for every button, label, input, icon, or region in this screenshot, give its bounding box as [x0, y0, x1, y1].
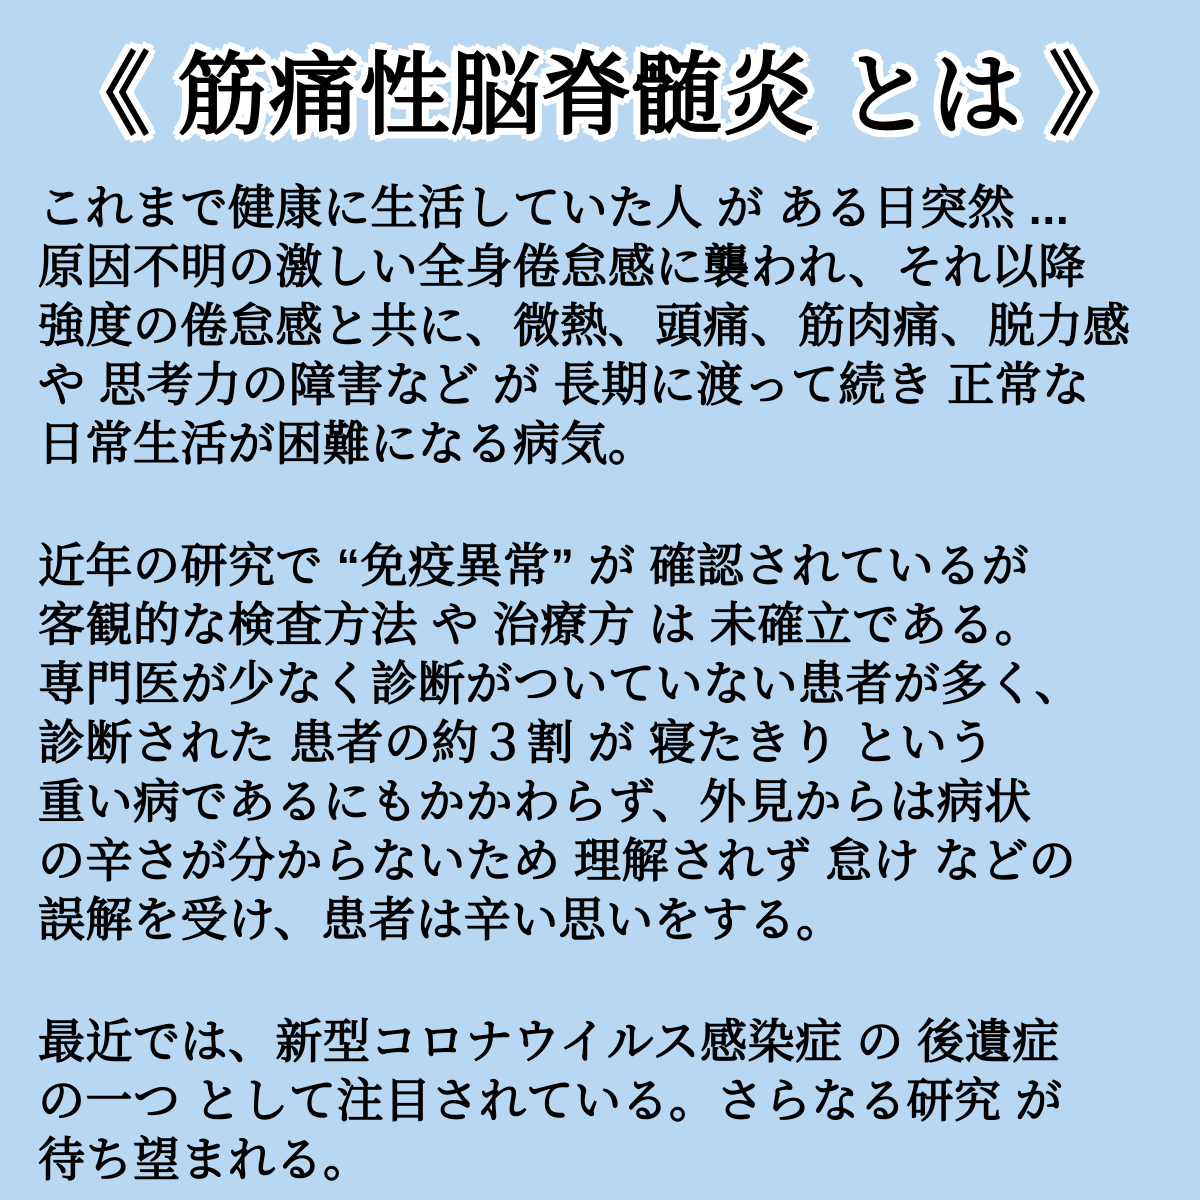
text-line: の辛さが分からないため 理解されず 怠け などの [38, 834, 1077, 887]
page-title: 《 筋痛性脳脊髄炎 とは 》 [60, 46, 1140, 146]
text-line: 日常生活が困難になる病気。 [38, 417, 656, 470]
text-line: 専門医が少なく診断がついていない患者が多く、 [38, 657, 1083, 710]
text-line: や 思考力の障害など が 長期に渡って続き 正常な [38, 358, 1090, 411]
text-line: 近年の研究で “免疫異常” が 確認されているが [38, 539, 1030, 592]
paragraph-1 [38, 178, 1176, 473]
paragraph-2 [38, 536, 1176, 949]
text-line: これまで健康に生活していた人 が ある日突然 ... [38, 181, 1070, 234]
text-line: 原因不明の激しい全身倦怠感に襲われ、それ以降 [38, 240, 1086, 293]
text-line: 強度の倦怠感と共に、微熱、頭痛、筋肉痛、脱力感 [38, 299, 1131, 352]
text-line: 最近では、新型コロナウイルス感染症 の 後遺症 [38, 1015, 1060, 1068]
text-line: 重い病であるにもかかわらず、外見からは病状 [38, 775, 1032, 828]
text-line: 診断された 患者の約３割 が 寝たきり という [38, 716, 995, 769]
text-line: 待ち望まれる。 [38, 1133, 371, 1186]
text-line: の一つ として注目されている。さらなる研究 が [38, 1074, 1063, 1127]
body-text [38, 178, 1176, 1189]
text-line: 誤解を受け、患者は辛い思いをする。 [38, 893, 844, 946]
paragraph-3 [38, 1012, 1176, 1189]
text-line: 客観的な検査方法 や 治療方 は 未確立である。 [38, 598, 1043, 651]
